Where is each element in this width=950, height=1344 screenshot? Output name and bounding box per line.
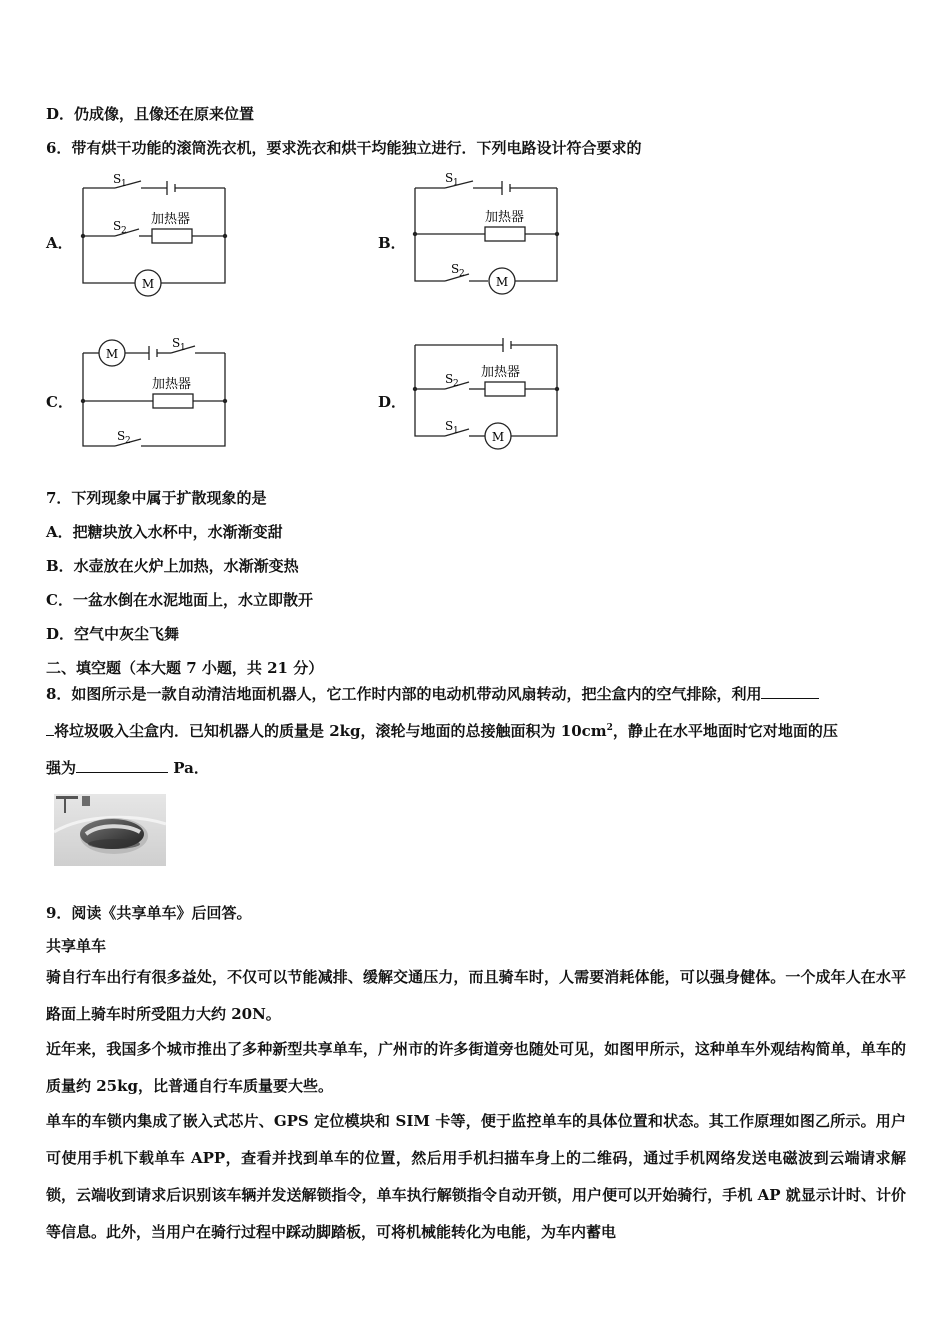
section-title: 二、填空题（本大题 7 小题，共 21 分） — [46, 659, 324, 677]
q8-part2: 将垃圾吸入尘盒内．已知机器人的质量是 2kg，滚轮与地面的总接触面积为 10cm — [54, 722, 607, 740]
q9-paragraph-3: 单车的车锁内集成了嵌入式芯片、GPS 定位模块和 SIM 卡等，便于监控单车的具体位置和状态。其工作原理如图乙所示。用户可使用手机下载单车 APP，查看并找到单车的位置，然后用手机扫描车身上的二维码，通过手机网络发送电磁波到云端请求解锁，云端收到请求后识别该车辆并发送解锁指令，单车执行解锁指令自动开锁，用户便可以开始骑行，手机 AP 就显示计时、计价等信息。此外，当用户在骑行过程中踩动脚踏板，可将机械能转化为电能，为车内蓄电 — [46, 1112, 906, 1241]
q8-line2 — [46, 720, 838, 741]
q7-option-a: A．把糖块放入水杯中，水渐渐变甜 — [46, 523, 283, 541]
sub: 2 — [121, 226, 127, 236]
switch-label: S — [113, 219, 122, 233]
q9-stem: 9．阅读《共享单车》后回答。 — [46, 904, 252, 922]
q8-blank-1-cont[interactable] — [46, 721, 54, 736]
sub: 2 — [459, 269, 465, 279]
q7-option-d: D．空气中灰尘飞舞 — [46, 625, 180, 643]
heater-label: 加热器 — [152, 377, 192, 392]
sub: 1 — [453, 426, 459, 436]
circuit-d — [405, 330, 565, 455]
circuit-c — [75, 333, 235, 453]
switch-label: S — [113, 172, 122, 186]
q8-blank-2[interactable] — [76, 758, 168, 773]
sub: 2 — [125, 436, 131, 446]
circuit-b — [405, 168, 565, 303]
q6-label-a: A． — [46, 234, 73, 252]
q8-line3 — [46, 757, 209, 778]
heater-label: 加热器 — [481, 365, 521, 380]
q6-stem: 6．带有烘干功能的滚筒洗衣机，要求洗衣和烘干均能独立进行．下列电路设计符合要求的 — [46, 139, 642, 157]
robot-vacuum-image — [54, 794, 166, 866]
q7-option-c: C．一盆水倒在水泥地面上，水立即散开 — [46, 591, 313, 609]
motor-label: M — [141, 277, 155, 291]
sub: 1 — [180, 343, 186, 353]
q9-paragraph-2: 近年来，我国多个城市推出了多种新型共享单车，广州市的许多街道旁也随处可见，如图甲所示，这种单车外观结构简单，单车的质量约 25kg，比普通自行车质量要大些。 — [46, 1040, 906, 1095]
q9-title: 共享单车 — [46, 937, 107, 955]
q6-label-c: C． — [46, 393, 73, 411]
q5-option-d: D．仍成像，且像还在原来位置 — [46, 105, 255, 123]
q7-stem: 7．下列现象中属于扩散现象的是 — [46, 489, 267, 507]
q6-label-b: B． — [378, 234, 406, 252]
q8-sup: 2 — [606, 723, 613, 733]
q8-part3: ，静止在水平地面时它对地面的压 — [612, 722, 838, 740]
q8-part4: 强为 — [46, 759, 77, 777]
motor-label: M — [105, 347, 119, 361]
switch-label: S — [451, 262, 460, 276]
q9-paragraph-1: 骑自行车出行有很多益处，不仅可以节能减排、缓解交通压力，而且骑车时，人需要消耗体能，可以强身健体。一个成年人在水平路面上骑车时所受阻力大约 20N。 — [46, 968, 906, 1023]
motor-label: M — [491, 430, 505, 444]
switch-label: S — [445, 171, 454, 185]
q7-option-b: B．水壶放在火炉上加热，水渐渐变热 — [46, 557, 299, 575]
q8-blank-1[interactable] — [761, 684, 819, 699]
switch-label: S — [445, 419, 454, 433]
motor-label: M — [495, 275, 509, 289]
circuit-a — [75, 168, 235, 303]
switch-label: S — [172, 336, 181, 350]
switch-label: S — [117, 429, 126, 443]
q8-line1 — [46, 683, 819, 704]
heater-label: 加热器 — [151, 212, 191, 227]
switch-label: S — [445, 372, 454, 386]
sub: 1 — [121, 179, 127, 189]
sub: 2 — [453, 379, 459, 389]
q8-part5: Pa． — [173, 759, 209, 777]
sub: 1 — [453, 178, 459, 188]
q6-label-d: D． — [378, 393, 407, 411]
heater-label: 加热器 — [485, 210, 525, 225]
q8-part1: 8．如图所示是一款自动清洁地面机器人，它工作时内部的电动机带动风扇转动，把尘盒内的空气排除，利用 — [46, 685, 762, 703]
